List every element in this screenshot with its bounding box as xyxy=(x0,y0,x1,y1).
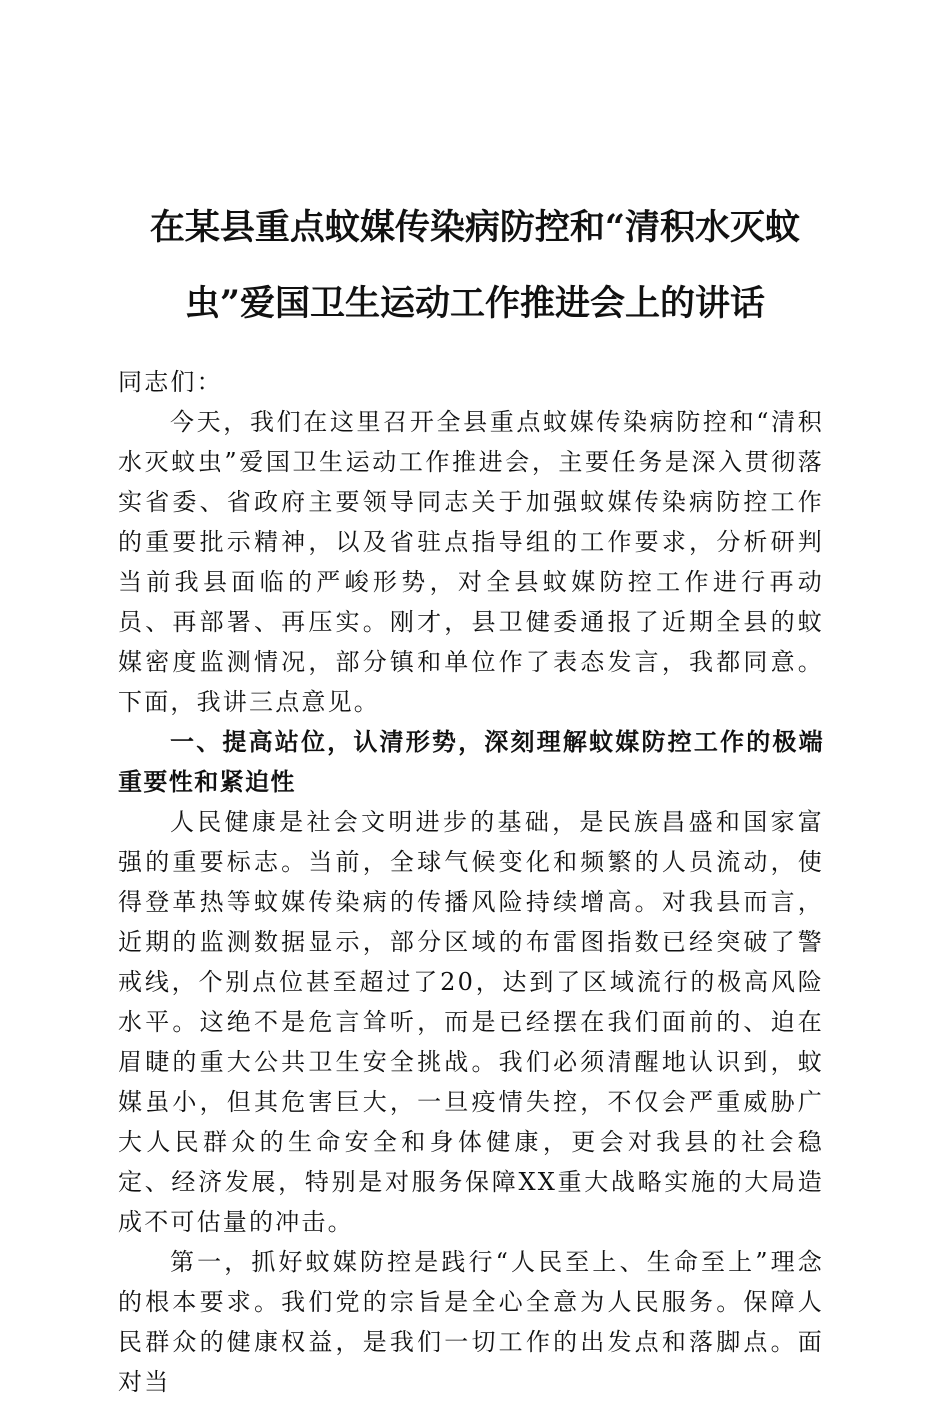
section-heading-1: 一、提高站位，认清形势，深刻理解蚊媒防控工作的极端重要性和紧迫性 xyxy=(118,728,824,796)
paragraph-situation: 人民健康是社会文明进步的基础，是民族昌盛和国家富强的重要标志。当前，全球气候变化和频繁的人员流动，使得登革热等蚊媒传染病的传播风险持续增高。对我县而言，近期的监测数据显示，部分区域的布雷图指数已经突破了警戒线，个别点位甚至超过了20，达到了区域流行的极高风险水平。这绝不是危言耸听，而是已经摆在我们面前的、迫在眉睫的重大公共卫生安全挑战。我们必须清醒地认识到，蚊媒虽小，但其危害巨大，一旦疫情失控，不仅会严重威胁广大人民群众的生命安全和身体健康，更会对我县的社会稳定、经济发展，特别是对服务保障XX重大战略实施的大局造成不可估量的冲击。 xyxy=(118,808,824,1236)
salutation: 同志们： xyxy=(118,368,223,396)
paragraph-intro: 今天，我们在这里召开全县重点蚊媒传染病防控和“清积水灭蚊虫”爱国卫生运动工作推进会，主要任务是深入贯彻落实省委、省政府主要领导同志关于加强蚊媒传染病防控工作的重要批示精神，以及省驻点指导组的工作要求，分析研判当前我县面临的严峻形势，对全县蚊媒防控工作进行再动员、再部署、再压实。刚才，县卫健委通报了近期全县的蚊媒密度监测情况，部分镇和单位作了表态发言，我都同意。下面，我讲三点意见。 xyxy=(118,408,824,716)
paragraph-point-1: 第一，抓好蚊媒防控是践行“人民至上、生命至上”理念的根本要求。我们党的宗旨是全心全意为人民服务。保障人民群众的健康权益，是我们一切工作的出发点和落脚点。面对当 xyxy=(118,1248,824,1396)
document-title: 在某县重点蚊媒传染病防控和“清积水灭蚊虫”爱国卫生运动工作推进会上的讲话 xyxy=(149,207,801,324)
document-body xyxy=(118,362,824,1402)
